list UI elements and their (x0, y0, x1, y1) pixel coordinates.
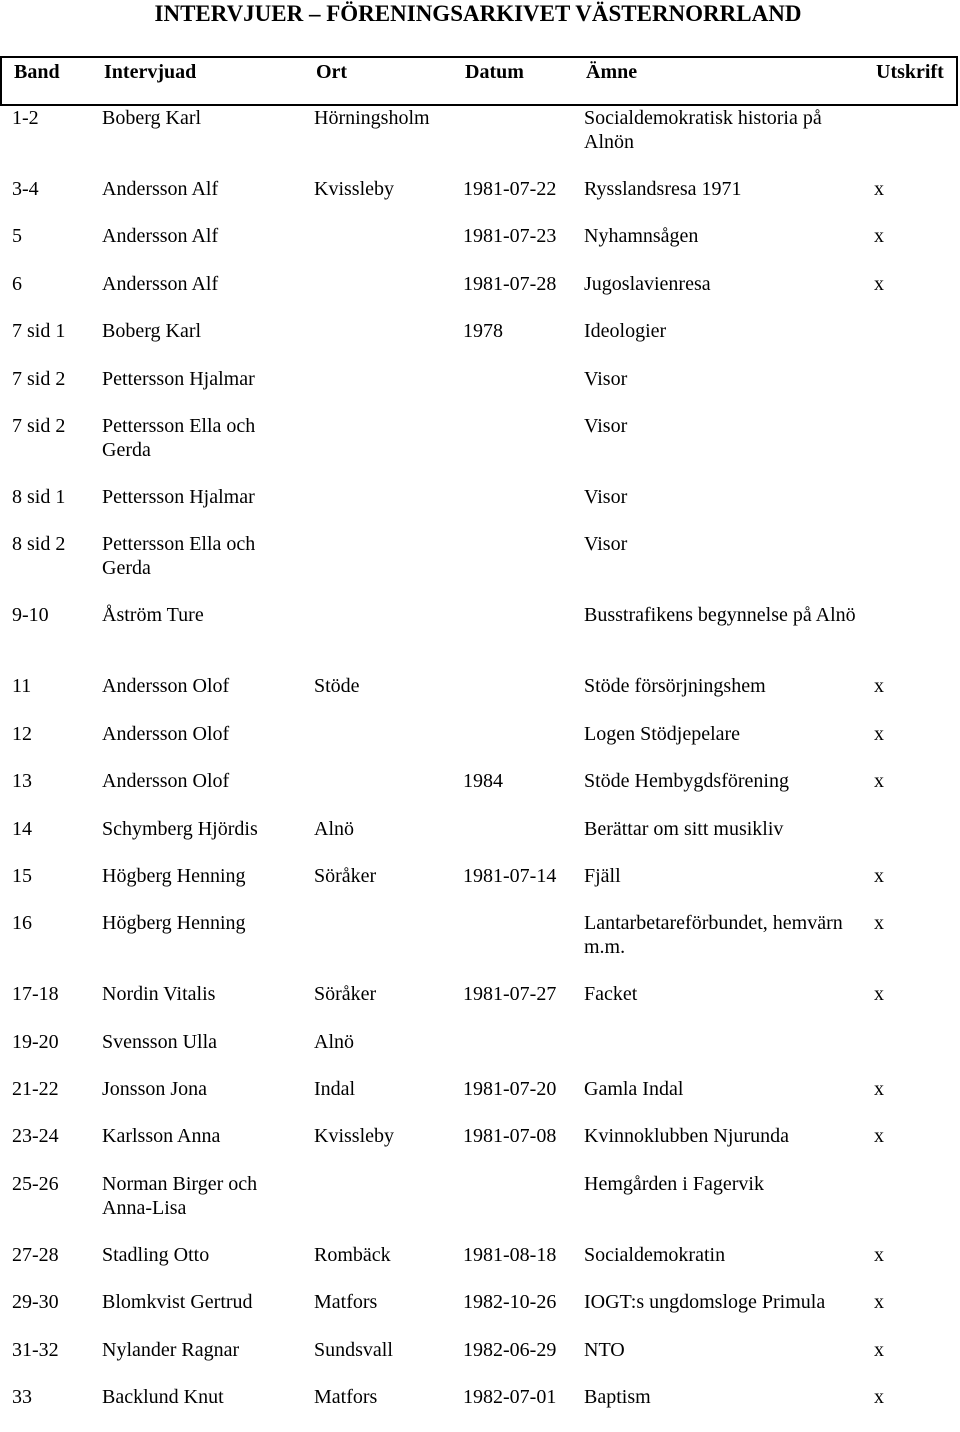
cell-ort: Alnö (314, 1030, 354, 1053)
cell-band: 1-2 (12, 107, 39, 129)
cell-band: 25-26 (12, 1172, 59, 1195)
cell-amne: NTO (584, 1338, 625, 1361)
cell-ort: Sundsvall (314, 1338, 393, 1361)
table-row (0, 1290, 960, 1337)
cell-datum: 1982-10-26 (463, 1291, 557, 1314)
cell-amne: Lantarbetareförbundet, hemvärn m.m. (584, 912, 843, 959)
table-row (0, 769, 960, 816)
cell-datum: 1978 (463, 320, 503, 343)
cell-amne: Visor (584, 485, 628, 508)
cell-ort: Matfors (314, 1291, 378, 1314)
table-row (0, 177, 960, 224)
cell-intervjuad: Nordin Vitalis (102, 983, 216, 1006)
cell-utskrift: x (874, 983, 884, 1006)
cell-intervjuad: Högberg Henning (102, 864, 246, 887)
cell-utskrift: x (874, 770, 884, 793)
cell-datum: 1981-08-18 (463, 1243, 557, 1266)
cell-datum: 1981-07-20 (463, 1078, 557, 1101)
cell-amne: IOGT:s ungdomsloge Primula (584, 1291, 826, 1314)
header-band: Band (14, 61, 60, 83)
cell-intervjuad: Åström Ture (102, 604, 204, 627)
header-utskrift: Utskrift (876, 61, 944, 83)
table-row (0, 272, 960, 319)
cell-intervjuad: Andersson Olof (102, 770, 230, 793)
cell-amne: Ideologier (584, 320, 667, 343)
cell-band: 21-22 (12, 1078, 59, 1101)
cell-intervjuad: Högberg Henning (102, 912, 246, 935)
cell-amne: Socialdemokratisk historia på Alnön (584, 107, 822, 153)
cell-intervjuad: Andersson Alf (102, 225, 219, 248)
cell-band: 29-30 (12, 1291, 59, 1314)
cell-band: 17-18 (12, 983, 59, 1006)
cell-amne: Rysslandsresa 1971 (584, 178, 742, 200)
cell-amne: Visor (584, 367, 628, 390)
cell-datum: 1981-07-22 (463, 178, 557, 200)
cell-amne: Jugoslavienresa (584, 272, 711, 295)
cell-intervjuad: Andersson Olof (102, 675, 230, 698)
cell-utskrift: x (874, 722, 884, 745)
cell-band: 6 (12, 272, 22, 295)
table-row (0, 1030, 960, 1077)
cell-intervjuad: Stadling Otto (102, 1243, 210, 1266)
cell-band: 31-32 (12, 1338, 59, 1361)
cell-datum: 1981-07-28 (463, 272, 557, 295)
cell-intervjuad: Karlsson Anna (102, 1125, 221, 1148)
table-row (0, 1077, 960, 1124)
cell-datum: 1982-06-29 (463, 1338, 557, 1361)
header-datum: Datum (465, 61, 524, 83)
cell-intervjuad: Andersson Alf (102, 178, 219, 200)
cell-amne: Nyhamnsågen (584, 225, 699, 248)
cell-band: 9-10 (12, 604, 49, 627)
cell-utskrift: x (874, 1243, 884, 1266)
cell-utskrift: x (874, 1291, 884, 1314)
cell-datum: 1981-07-27 (463, 983, 557, 1006)
table-row (0, 722, 960, 769)
page-title (0, 0, 960, 30)
table-row (0, 1338, 960, 1385)
table-row (0, 817, 960, 864)
cell-datum: 1981-07-14 (463, 864, 557, 887)
cell-intervjuad: Pettersson Ella och Gerda (102, 414, 256, 461)
cell-intervjuad: Nylander Ragnar (102, 1338, 240, 1361)
cell-utskrift: x (874, 178, 884, 200)
cell-ort: Matfors (314, 1386, 378, 1409)
cell-band: 33 (12, 1386, 32, 1409)
table-row (0, 603, 960, 674)
cell-band: 13 (12, 770, 32, 793)
cell-ort: Rombäck (314, 1243, 391, 1266)
cell-utskrift: x (874, 1125, 884, 1148)
table-row (0, 1243, 960, 1290)
table-row (0, 1124, 960, 1171)
cell-band: 12 (12, 722, 32, 745)
cell-intervjuad: Blomkvist Gertrud (102, 1291, 253, 1314)
table-row (0, 106, 960, 177)
cell-ort: Hörningsholm (314, 107, 430, 129)
cell-utskrift: x (874, 1078, 884, 1101)
table-row (0, 911, 960, 982)
cell-amne: Stöde Hembygdsförening (584, 770, 789, 793)
cell-amne: Kvinnoklubben Njurunda (584, 1125, 789, 1148)
table-row (0, 414, 960, 485)
table-row (0, 319, 960, 366)
cell-intervjuad: Andersson Alf (102, 272, 219, 295)
cell-intervjuad: Pettersson Ella och Gerda (102, 533, 256, 580)
cell-utskrift: x (874, 675, 884, 698)
cell-ort: Stöde (314, 675, 360, 698)
cell-band: 8 sid 1 (12, 485, 66, 508)
cell-amne: Socialdemokratin (584, 1243, 726, 1266)
cell-intervjuad: Boberg Karl (102, 107, 202, 129)
cell-amne: Visor (584, 414, 628, 437)
cell-amne: Logen Stödjepelare (584, 722, 741, 745)
cell-amne: Stöde försörjningshem (584, 675, 766, 698)
table-header (0, 56, 958, 106)
table-body (0, 106, 960, 1432)
table-row (0, 864, 960, 911)
cell-ort: Indal (314, 1078, 356, 1101)
cell-datum: 1984 (463, 770, 503, 793)
cell-band: 16 (12, 912, 32, 935)
cell-utskrift: x (874, 1338, 884, 1361)
cell-intervjuad: Backlund Knut (102, 1386, 224, 1409)
cell-band: 11 (12, 675, 32, 698)
cell-datum: 1981-07-23 (463, 225, 557, 248)
table-row (0, 367, 960, 414)
cell-amne: Busstrafikens begynnelse på Alnö (584, 604, 856, 627)
cell-ort: Kvissleby (314, 1125, 394, 1148)
cell-intervjuad: Pettersson Hjalmar (102, 367, 255, 390)
cell-datum: 1982-07-01 (463, 1386, 557, 1409)
cell-band: 3-4 (12, 178, 39, 200)
cell-intervjuad: Norman Birger och Anna-Lisa (102, 1172, 258, 1219)
table-row (0, 532, 960, 603)
cell-amne: Gamla Indal (584, 1078, 684, 1101)
table-row (0, 674, 960, 721)
cell-band: 7 sid 2 (12, 367, 66, 390)
cell-datum: 1981-07-08 (463, 1125, 557, 1148)
cell-band: 19-20 (12, 1030, 59, 1053)
cell-amne: Facket (584, 983, 638, 1006)
table-row (0, 485, 960, 532)
cell-ort: Kvissleby (314, 178, 394, 200)
cell-amne: Berättar om sitt musikliv (584, 817, 784, 840)
table-row (0, 1172, 960, 1243)
cell-intervjuad: Svensson Ulla (102, 1030, 217, 1053)
cell-intervjuad: Schymberg Hjördis (102, 817, 258, 840)
cell-ort: Alnö (314, 817, 354, 840)
cell-band: 15 (12, 864, 32, 887)
cell-ort: Söråker (314, 864, 377, 887)
cell-utskrift: x (874, 912, 884, 935)
cell-utskrift: x (874, 272, 884, 295)
cell-intervjuad: Pettersson Hjalmar (102, 485, 255, 508)
table-row (0, 982, 960, 1029)
cell-amne: Fjäll (584, 864, 621, 887)
table-row (0, 1385, 960, 1432)
header-intervjuad: Intervjuad (104, 61, 197, 83)
cell-band: 7 sid 1 (12, 320, 66, 343)
cell-amne: Hemgården i Fagervik (584, 1172, 764, 1195)
cell-amne: Baptism (584, 1386, 651, 1409)
cell-intervjuad: Boberg Karl (102, 320, 202, 343)
cell-amne: Visor (584, 533, 628, 556)
table-row (0, 224, 960, 271)
cell-intervjuad: Andersson Olof (102, 722, 230, 745)
cell-ort: Söråker (314, 983, 377, 1006)
header-amne: Ämne (586, 61, 638, 83)
cell-utskrift: x (874, 864, 884, 887)
cell-intervjuad: Jonsson Jona (102, 1078, 208, 1101)
cell-band: 14 (12, 817, 32, 840)
cell-band: 5 (12, 225, 22, 248)
cell-band: 7 sid 2 (12, 414, 66, 437)
cell-utskrift: x (874, 225, 884, 248)
cell-band: 8 sid 2 (12, 533, 66, 556)
cell-utskrift: x (874, 1386, 884, 1409)
cell-band: 27-28 (12, 1243, 59, 1266)
header-ort: Ort (316, 61, 348, 83)
cell-band: 23-24 (12, 1125, 59, 1148)
page-title-text: INTERVJUER – FÖRENINGSARKIVET VÄSTERNORRLAND (154, 1, 802, 26)
